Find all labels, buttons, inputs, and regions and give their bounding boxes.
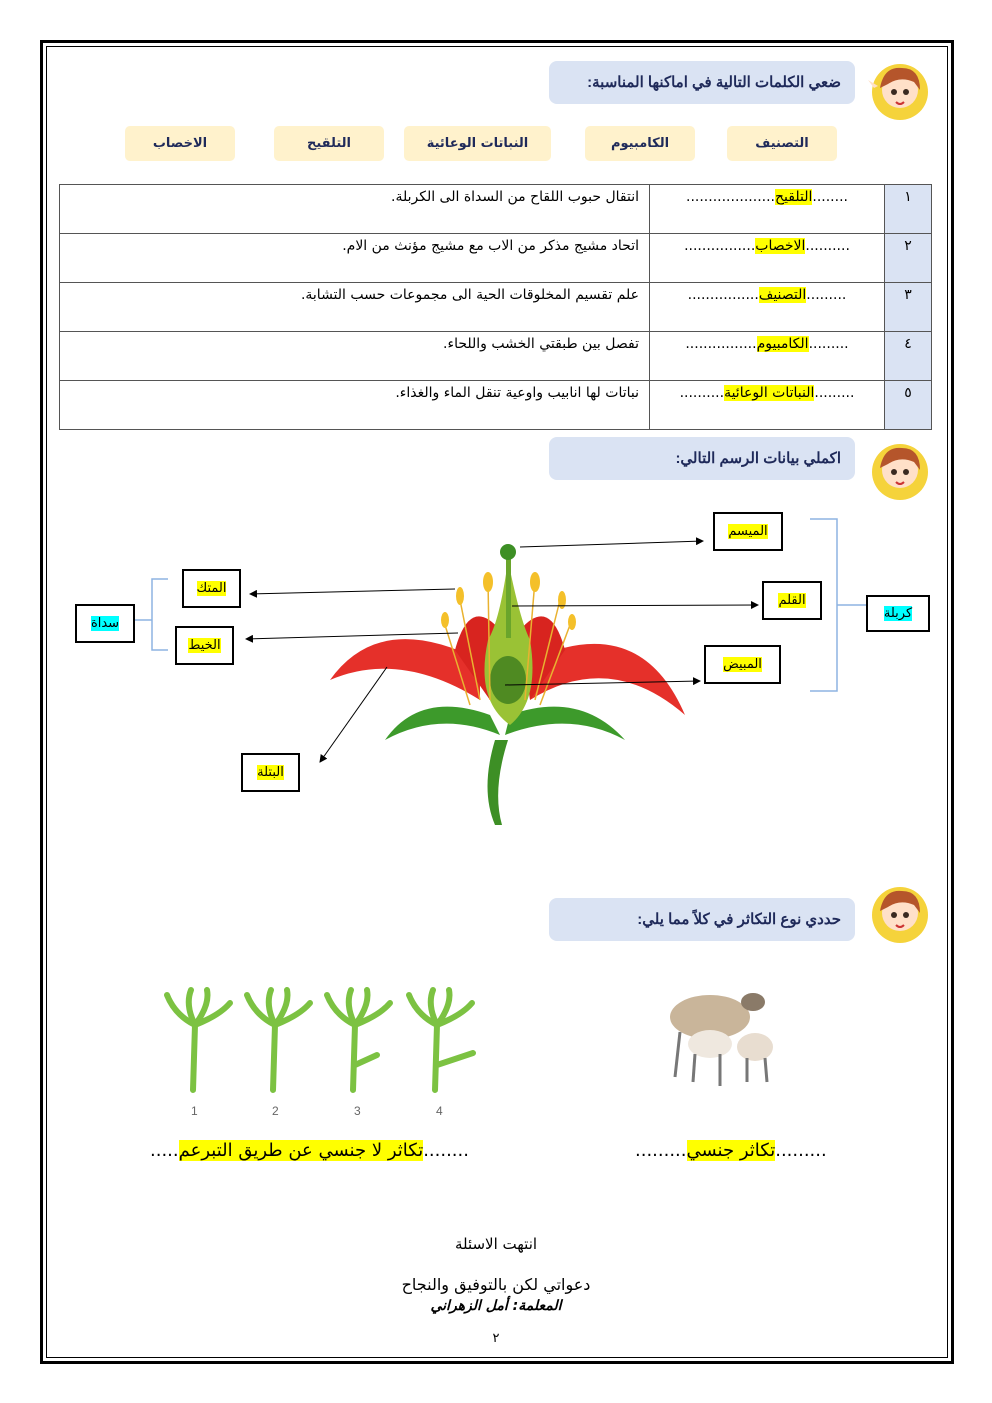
girl-avatar-icon xyxy=(864,438,928,502)
row-number: ٥ xyxy=(885,381,932,430)
hydra-number: 3 xyxy=(354,1104,361,1118)
table-row xyxy=(60,283,932,332)
answer-cell: ........التلقيح.................... xyxy=(650,185,885,234)
label-style: القلم xyxy=(762,581,822,620)
answer-text: التصنيف xyxy=(758,287,807,303)
table-row xyxy=(60,234,932,283)
answer-cell: .........التصنيف................ xyxy=(650,283,885,332)
label-filament: الخيط xyxy=(175,626,234,665)
label-petal: البتلة xyxy=(241,753,300,792)
answer-budding: ........تكاثر لا جنسي عن طريق التبرعم..... xyxy=(150,1140,469,1161)
flower-diagram xyxy=(0,500,992,830)
statement-cell: انتقال حبوب اللقاح من السداة الى الكربلة. xyxy=(60,185,650,234)
hydra-number: 2 xyxy=(272,1104,279,1118)
section2-title: اكملي بيانات الرسم التالي: xyxy=(549,437,855,480)
table-row xyxy=(60,381,932,430)
teacher-signature: المعلمة: أمل الزهراني xyxy=(430,1298,562,1314)
statement-cell: تفصل بين طبقتي الخشب واللحاء. xyxy=(60,332,650,381)
row-number: ٢ xyxy=(885,234,932,283)
section1-title: ضعي الكلمات التالية في اماكنها المناسبة: xyxy=(549,61,855,104)
row-number: ١ xyxy=(885,185,932,234)
label-ovary: المبيض xyxy=(704,645,781,684)
girl-avatar-icon xyxy=(864,58,928,122)
word-chip: الكامبيوم xyxy=(585,126,695,161)
answer-cell: .........النباتات الوعائية.......... xyxy=(650,381,885,430)
statement-cell: علم تقسيم المخلوقات الحية الى مجموعات حسب التشابة. xyxy=(60,283,650,332)
page-number: ٢ xyxy=(492,1331,500,1346)
label-stamen: سداة xyxy=(75,604,135,643)
label-anther: المتك xyxy=(182,569,241,608)
row-number: ٣ xyxy=(885,283,932,332)
statement-cell: نباتات لها انابيب واوعية تنقل الماء والغذاء. xyxy=(60,381,650,430)
word-chip: النباتات الوعائية xyxy=(404,126,551,161)
girl-avatar-icon xyxy=(864,881,928,945)
word-chip: التلقيح xyxy=(274,126,384,161)
answer-text: التلقيح xyxy=(775,189,813,205)
word-chip: الاخصاب xyxy=(125,126,235,161)
statement-cell: اتحاد مشيج مذكر من الاب مع مشيج مؤنث من الام. xyxy=(60,234,650,283)
label-stigma: الميسم xyxy=(713,512,783,551)
end-text: انتهت الاسئلة xyxy=(454,1235,538,1253)
answer-cell: .........الكامبيوم................ xyxy=(650,332,885,381)
word-chip: التصنيف xyxy=(727,126,837,161)
wish-text: دعواتي لكن بالتوفيق والنجاح xyxy=(401,1275,591,1294)
section3-title: حددي نوع التكاثر في كلاً مما يلي: xyxy=(549,898,855,941)
sheep-image xyxy=(665,982,795,1092)
fill-in-table xyxy=(59,184,932,430)
answer-sexual: .........تكاثر جنسي......... xyxy=(635,1140,827,1161)
hydra-number: 4 xyxy=(436,1104,443,1118)
row-number: ٤ xyxy=(885,332,932,381)
answer-text: الكامبيوم xyxy=(756,336,809,352)
answer-text: النباتات الوعائية xyxy=(724,385,815,401)
table-row xyxy=(60,332,932,381)
answer-cell: ..........الاخصاب................ xyxy=(650,234,885,283)
label-carpel: كربلة xyxy=(866,595,930,632)
hydra-number: 1 xyxy=(191,1104,198,1118)
answer-text: الاخصاب xyxy=(755,238,806,254)
table-row xyxy=(60,185,932,234)
hydra-budding-image xyxy=(155,985,495,1120)
